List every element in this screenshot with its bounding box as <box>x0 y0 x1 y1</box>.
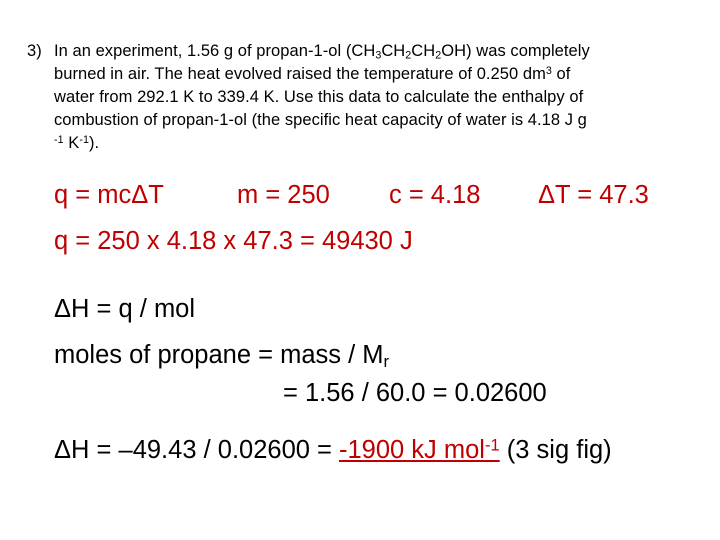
heat-calculation: q = 250 x 4.18 x 47.3 = 49430 J <box>54 227 413 255</box>
question-number: 3) <box>27 42 42 60</box>
question-line-2: burned in air. The heat evolved raised the temperature of 0.250 $dm^3$ of <box>54 65 571 83</box>
mass-value: m = 250 <box>237 181 330 209</box>
question-line-3: water from 292.1 K to 339.4 K. Use this data to calculate the enthalpy of <box>54 88 584 106</box>
question-line-1: In an experiment, 1.56 g of propan-1-ol $(CH_3CH_2CH_2OH)$ was completely <box>54 42 590 62</box>
heat-formula: q = mcΔT <box>54 181 164 209</box>
temperature-change-value: ΔT = 47.3 <box>538 181 649 209</box>
moles-calculation: = 1.56 / 60.0 = 0.02600 <box>283 379 547 407</box>
enthalpy-result: -1900 kJ mol$^{-1}$ <box>339 435 500 464</box>
enthalpy-calculation: ΔH = –49.43 / 0.02600 = -1900 kJ mol$^{-1}$ (3 sig fig) <box>54 435 612 464</box>
heat-capacity-value: c = 4.18 <box>389 181 481 209</box>
moles-definition: moles of propane = mass / $M_r$ <box>54 341 390 372</box>
question-line-4: combustion of propan-1-ol (the specific heat capacity of water is 4.18 J g <box>54 111 587 129</box>
question-line-5: $^{-1}$ $K^{-1}$). <box>54 134 100 152</box>
enthalpy-definition: ΔH = q / mol <box>54 295 196 323</box>
